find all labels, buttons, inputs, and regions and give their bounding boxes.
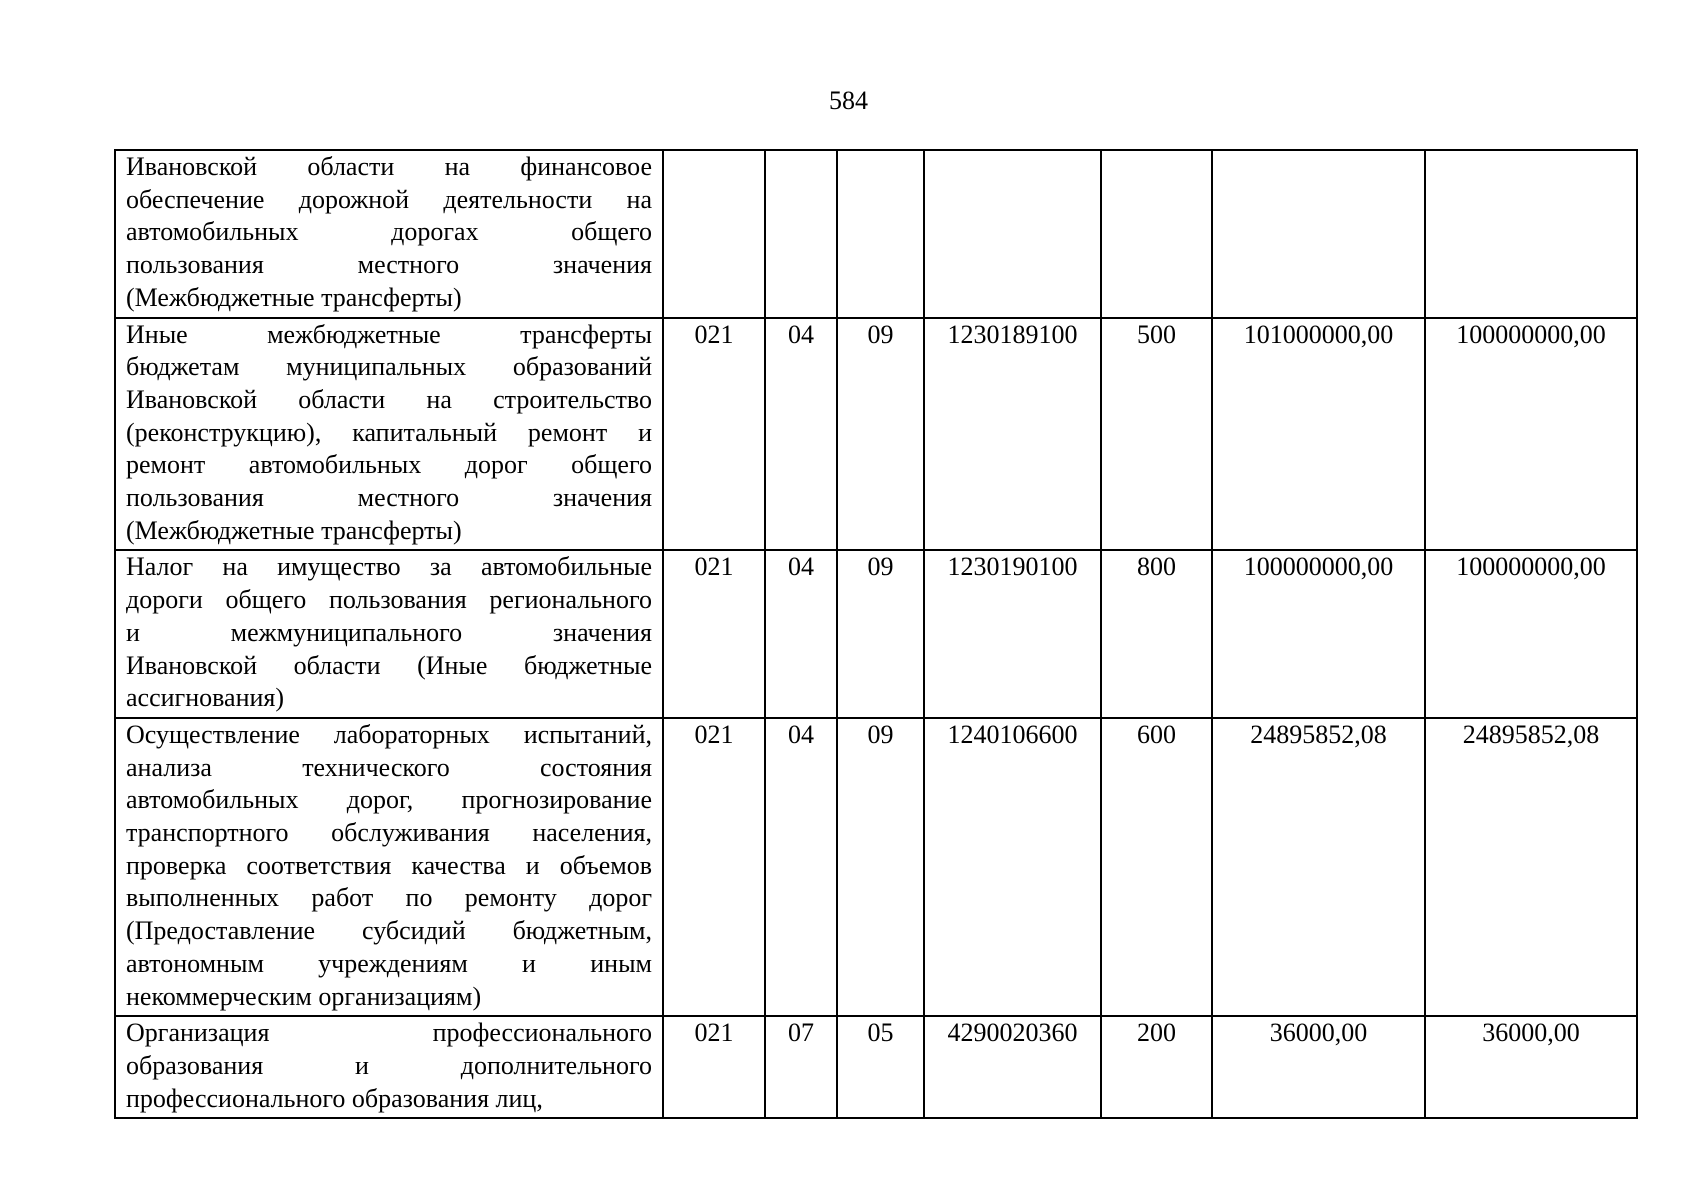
section-code-cell: 07 bbox=[765, 1016, 837, 1118]
description-line: (Межбюджетные трансферты) bbox=[126, 282, 462, 312]
table-row bbox=[115, 1016, 1637, 1118]
ministry-code-cell bbox=[663, 150, 765, 318]
description-line: образования и дополнительного bbox=[126, 1050, 652, 1080]
description-cell bbox=[115, 150, 663, 318]
description-line: проверка соответствия качества и объемов bbox=[126, 850, 652, 880]
table-row bbox=[115, 718, 1637, 1016]
amount-year-1-cell bbox=[1212, 150, 1425, 318]
amount-year-2-cell bbox=[1425, 150, 1637, 318]
target-article-cell: 4290020360 bbox=[924, 1016, 1101, 1118]
description-line: (Предоставление субсидий бюджетным, bbox=[126, 916, 652, 946]
amount-year-1-cell: 36000,00 bbox=[1212, 1016, 1425, 1118]
expense-type-cell: 600 bbox=[1101, 718, 1212, 1016]
description-line: пользования местного значения bbox=[126, 483, 652, 513]
expense-type-cell: 500 bbox=[1101, 318, 1212, 551]
subsection-code-cell: 09 bbox=[837, 550, 924, 718]
description-cell bbox=[115, 318, 663, 551]
amount-year-2-cell: 100000000,00 bbox=[1425, 318, 1637, 551]
section-code-cell: 04 bbox=[765, 550, 837, 718]
subsection-code-cell bbox=[837, 150, 924, 318]
description-line: дороги общего пользования регионального bbox=[126, 585, 652, 615]
target-article-cell: 1230190100 bbox=[924, 550, 1101, 718]
description-line: бюджетам муниципальных образований bbox=[126, 352, 652, 382]
description-line: Иные межбюджетные трансферты bbox=[126, 319, 652, 349]
target-article-cell bbox=[924, 150, 1101, 318]
description-line: обеспечение дорожной деятельности на bbox=[126, 184, 652, 214]
expense-type-cell bbox=[1101, 150, 1212, 318]
description-line: выполненных работ по ремонту дорог bbox=[126, 883, 652, 913]
amount-year-2-cell: 100000000,00 bbox=[1425, 550, 1637, 718]
budget-table-body bbox=[115, 150, 1637, 1118]
description-line: автомобильных дорог, прогнозирование bbox=[126, 785, 652, 815]
ministry-code-cell: 021 bbox=[663, 718, 765, 1016]
section-code-cell bbox=[765, 150, 837, 318]
description-line: и межмуниципального значения bbox=[126, 617, 652, 647]
expense-type-cell: 200 bbox=[1101, 1016, 1212, 1118]
ministry-code-cell: 021 bbox=[663, 1016, 765, 1118]
section-code-cell: 04 bbox=[765, 318, 837, 551]
description-line: (Межбюджетные трансферты) bbox=[126, 515, 462, 545]
description-cell bbox=[115, 550, 663, 718]
expense-type-cell: 800 bbox=[1101, 550, 1212, 718]
budget-table bbox=[114, 149, 1638, 1119]
description-line: Ивановской области на строительство bbox=[126, 384, 652, 414]
amount-year-2-cell: 36000,00 bbox=[1425, 1016, 1637, 1118]
subsection-code-cell: 09 bbox=[837, 318, 924, 551]
amount-year-1-cell: 100000000,00 bbox=[1212, 550, 1425, 718]
description-line: Ивановской области на финансовое bbox=[126, 152, 652, 181]
description-line: Осуществление лабораторных испытаний, bbox=[126, 719, 652, 749]
description-line: автомобильных дорогах общего bbox=[126, 217, 652, 247]
description-line: профессионального образования лиц, bbox=[126, 1083, 543, 1113]
description-line: Ивановской области (Иные бюджетные bbox=[126, 650, 652, 680]
description-line: некоммерческим организациям) bbox=[126, 981, 482, 1011]
table-row bbox=[115, 318, 1637, 551]
description-line: анализа технического состояния bbox=[126, 752, 652, 782]
ministry-code-cell: 021 bbox=[663, 550, 765, 718]
description-line: ассигнования) bbox=[126, 683, 285, 713]
description-cell bbox=[115, 1016, 663, 1118]
description-line: автономным учреждениям и иным bbox=[126, 948, 652, 978]
subsection-code-cell: 05 bbox=[837, 1016, 924, 1118]
table-row bbox=[115, 150, 1637, 318]
subsection-code-cell: 09 bbox=[837, 718, 924, 1016]
amount-year-2-cell: 24895852,08 bbox=[1425, 718, 1637, 1016]
description-line: Налог на имущество за автомобильные bbox=[126, 552, 652, 582]
description-line: пользования местного значения bbox=[126, 250, 652, 280]
description-line: Организация профессионального bbox=[126, 1018, 652, 1048]
page-number: 584 bbox=[829, 86, 868, 115]
target-article-cell: 1230189100 bbox=[924, 318, 1101, 551]
description-line: ремонт автомобильных дорог общего bbox=[126, 450, 652, 480]
amount-year-1-cell: 24895852,08 bbox=[1212, 718, 1425, 1016]
description-line: транспортного обслуживания населения, bbox=[126, 818, 652, 848]
amount-year-1-cell: 101000000,00 bbox=[1212, 318, 1425, 551]
ministry-code-cell: 021 bbox=[663, 318, 765, 551]
section-code-cell: 04 bbox=[765, 718, 837, 1016]
table-row bbox=[115, 550, 1637, 718]
target-article-cell: 1240106600 bbox=[924, 718, 1101, 1016]
description-line: (реконструкцию), капитальный ремонт и bbox=[126, 417, 652, 447]
description-cell bbox=[115, 718, 663, 1016]
